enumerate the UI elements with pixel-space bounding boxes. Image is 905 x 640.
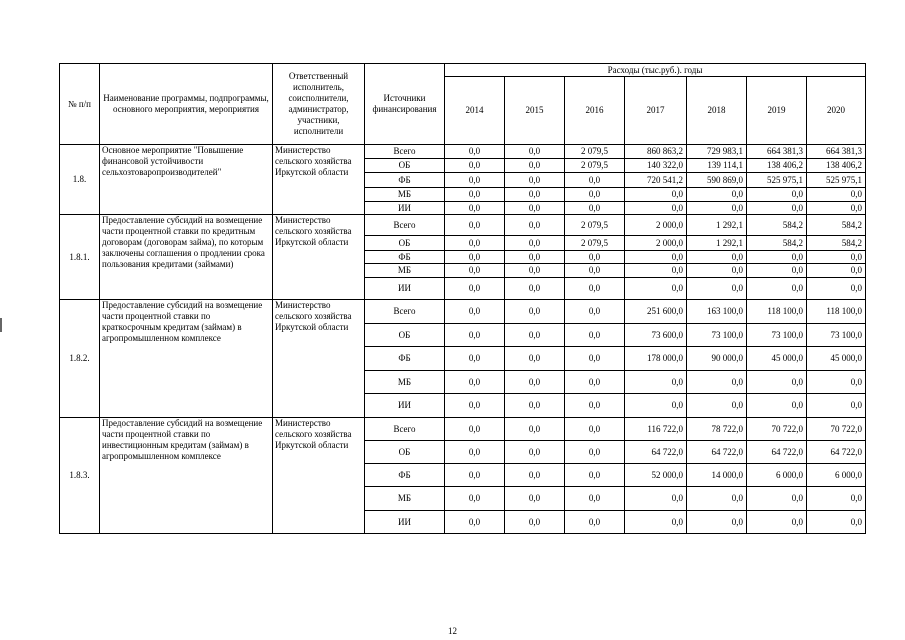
expense-value: 0,0 [807,251,866,264]
expense-value: 2 079,5 [565,145,625,159]
expense-value: 0,0 [445,215,505,236]
funding-source: МБ [365,264,445,278]
expense-value: 0,0 [565,278,625,300]
funding-source: ИИ [365,278,445,300]
program-name: Основное мероприятие "Повышение финансовой устойчивости сельхозтоваропроизводителей" [100,145,273,215]
expense-value: 0,0 [565,487,625,511]
program-name: Предоставление субсидий на возмещение части процентной ставки по инвестиционным кредитам (займам) в агропромышленном комплексе [100,418,273,534]
expense-value: 664 381,3 [747,145,807,159]
header-expenses: Расходы (тыс.руб.). годы [445,64,866,77]
expense-value: 138 406,2 [807,159,866,173]
expense-value: 0,0 [505,188,565,202]
expense-value: 0,0 [565,418,625,441]
expense-value: 0,0 [807,264,866,278]
expense-value: 64 722,0 [687,441,747,464]
header-year: 2015 [505,77,565,145]
expense-value: 0,0 [565,188,625,202]
funding-source: Всего [365,215,445,236]
table-row [60,300,866,324]
expense-value: 2 079,5 [565,215,625,236]
expense-value: 0,0 [445,324,505,347]
program-number: 1.8.1. [60,215,100,300]
expense-value: 64 722,0 [747,441,807,464]
table-body [60,145,866,534]
funding-source: Всего [365,145,445,159]
expense-value: 0,0 [505,251,565,264]
expense-value: 0,0 [505,300,565,324]
expense-value: 525 975,1 [807,173,866,188]
expense-value: 0,0 [445,418,505,441]
expense-value: 52 000,0 [625,464,687,487]
funding-source: ОБ [365,236,445,251]
expense-value: 0,0 [565,347,625,371]
expense-value: 0,0 [445,251,505,264]
header-num: № п/п [60,64,100,145]
funding-source: ОБ [365,159,445,173]
expense-value: 0,0 [625,394,687,418]
expense-value: 0,0 [445,511,505,534]
expense-value: 584,2 [807,215,866,236]
header-responsible: Ответственный исполнитель, соисполнители, администратор, участники, исполнители [273,64,365,145]
expense-value: 0,0 [687,251,747,264]
program-responsible: Министерство сельского хозяйства Иркутской области [273,215,365,300]
expense-value: 0,0 [625,511,687,534]
expense-value: 0,0 [505,487,565,511]
funding-source: ФБ [365,347,445,371]
expense-value: 0,0 [505,347,565,371]
expense-value: 584,2 [747,215,807,236]
expense-value: 0,0 [505,202,565,215]
expense-value: 0,0 [687,511,747,534]
expense-value: 0,0 [445,394,505,418]
expense-value: 0,0 [445,173,505,188]
expense-value: 73 100,0 [747,324,807,347]
funding-source: Всего [365,418,445,441]
funding-source: МБ [365,487,445,511]
expense-value: 0,0 [687,371,747,394]
expense-value: 0,0 [505,145,565,159]
expense-value: 0,0 [505,441,565,464]
expense-value: 0,0 [445,159,505,173]
expense-value: 0,0 [505,418,565,441]
expense-value: 525 975,1 [747,173,807,188]
funding-source: ИИ [365,394,445,418]
expense-value: 0,0 [565,511,625,534]
expense-value: 73 600,0 [625,324,687,347]
expense-value: 0,0 [687,188,747,202]
expense-value: 0,0 [505,324,565,347]
funding-source: МБ [365,188,445,202]
program-responsible: Министерство сельского хозяйства Иркутской области [273,300,365,418]
expense-value: 0,0 [505,511,565,534]
funding-source: ОБ [365,441,445,464]
expense-value: 0,0 [565,441,625,464]
expense-value: 0,0 [807,278,866,300]
expense-value: 1 292,1 [687,236,747,251]
expense-value: 14 000,0 [687,464,747,487]
table-row [60,145,866,159]
table-row [60,418,866,441]
expense-value: 0,0 [807,188,866,202]
expense-value: 860 863,2 [625,145,687,159]
expense-value: 90 000,0 [687,347,747,371]
expense-value: 0,0 [505,394,565,418]
header-year: 2020 [807,77,866,145]
funding-source: ФБ [365,251,445,264]
expense-value: 0,0 [747,278,807,300]
expense-value: 0,0 [505,264,565,278]
expense-value: 0,0 [747,394,807,418]
expense-value: 0,0 [625,487,687,511]
expense-value: 0,0 [747,511,807,534]
expense-value: 0,0 [445,487,505,511]
expense-value: 0,0 [445,236,505,251]
header-sources: Источники финансирования [365,64,445,145]
expense-value: 0,0 [565,371,625,394]
expense-value: 70 722,0 [807,418,866,441]
expense-value: 0,0 [747,202,807,215]
expense-value: 0,0 [445,300,505,324]
expense-value: 0,0 [625,202,687,215]
expense-value: 6 000,0 [747,464,807,487]
expense-value: 0,0 [445,278,505,300]
expense-value: 138 406,2 [747,159,807,173]
program-name: Предоставление субсидий на возмещение части процентной ставки по краткосрочным кредитам (займам) в агропромышленном комплексе [100,300,273,418]
expense-value: 664 381,3 [807,145,866,159]
funding-source: ФБ [365,173,445,188]
expense-value: 0,0 [445,264,505,278]
expense-value: 0,0 [565,264,625,278]
program-name: Предоставление субсидий на возмещение части процентной ставки по кредитным договорам (договорам займа), по которым заключены соглашения о продлении срока пользования кредитами (займами) [100,215,273,300]
expense-value: 0,0 [505,159,565,173]
funding-source: ИИ [365,202,445,215]
expense-value: 0,0 [625,278,687,300]
expense-value: 0,0 [445,202,505,215]
expense-value: 45 000,0 [747,347,807,371]
expense-value: 720 541,2 [625,173,687,188]
expense-value: 0,0 [445,371,505,394]
expense-value: 0,0 [445,464,505,487]
expense-value: 0,0 [445,188,505,202]
expense-value: 584,2 [747,236,807,251]
funding-source: МБ [365,371,445,394]
funding-source: ФБ [365,464,445,487]
funding-source: ОБ [365,324,445,347]
expense-value: 0,0 [445,145,505,159]
expense-value: 0,0 [747,251,807,264]
expense-value: 0,0 [747,188,807,202]
expense-value: 0,0 [565,300,625,324]
program-responsible: Министерство сельского хозяйства Иркутской области [273,418,365,534]
budget-table [59,63,866,534]
funding-source: Всего [365,300,445,324]
expense-value: 73 100,0 [807,324,866,347]
expense-value: 2 079,5 [565,159,625,173]
expense-value: 64 722,0 [807,441,866,464]
expense-value: 590 869,0 [687,173,747,188]
expense-value: 0,0 [625,251,687,264]
expense-value: 178 000,0 [625,347,687,371]
expense-value: 2 000,0 [625,236,687,251]
expense-value: 0,0 [687,264,747,278]
expense-value: 0,0 [565,394,625,418]
expense-value: 2 079,5 [565,236,625,251]
expense-value: 118 100,0 [807,300,866,324]
program-number: 1.8.3. [60,418,100,534]
expense-value: 0,0 [807,511,866,534]
page-number: 12 [448,626,457,636]
expense-value: 0,0 [505,215,565,236]
expense-value: 2 000,0 [625,215,687,236]
expense-value: 729 983,1 [687,145,747,159]
expense-value: 0,0 [505,464,565,487]
expense-value: 140 322,0 [625,159,687,173]
header-year: 2014 [445,77,505,145]
header-year: 2019 [747,77,807,145]
header-year: 2018 [687,77,747,145]
expense-value: 70 722,0 [747,418,807,441]
header-year: 2016 [565,77,625,145]
expense-value: 584,2 [807,236,866,251]
expense-value: 139 114,1 [687,159,747,173]
expense-value: 0,0 [565,464,625,487]
expense-value: 0,0 [565,251,625,264]
expense-value: 0,0 [565,324,625,347]
program-number: 1.8.2. [60,300,100,418]
expense-value: 0,0 [747,487,807,511]
expense-value: 0,0 [565,173,625,188]
expense-value: 0,0 [687,487,747,511]
expense-value: 0,0 [807,487,866,511]
expense-value: 251 600,0 [625,300,687,324]
expense-value: 118 100,0 [747,300,807,324]
program-number: 1.8. [60,145,100,215]
expense-value: 0,0 [747,264,807,278]
expense-value: 0,0 [687,394,747,418]
table-header [60,64,866,145]
expense-value: 0,0 [625,264,687,278]
expense-value: 163 100,0 [687,300,747,324]
expense-value: 0,0 [625,371,687,394]
funding-source: ИИ [365,511,445,534]
expense-value: 0,0 [687,278,747,300]
expense-value: 0,0 [747,371,807,394]
expense-value: 0,0 [807,371,866,394]
expense-value: 45 000,0 [807,347,866,371]
expense-value: 64 722,0 [625,441,687,464]
expense-value: 0,0 [505,371,565,394]
expense-value: 116 722,0 [625,418,687,441]
expense-value: 78 722,0 [687,418,747,441]
expense-value: 0,0 [505,236,565,251]
expense-value: 73 100,0 [687,324,747,347]
program-responsible: Министерство сельского хозяйства Иркутской области [273,145,365,215]
table-row [60,215,866,236]
header-year: 2017 [625,77,687,145]
expense-value: 0,0 [807,394,866,418]
scan-edge-mark [0,318,2,332]
expense-value: 6 000,0 [807,464,866,487]
expense-value: 0,0 [445,441,505,464]
expense-value: 0,0 [505,278,565,300]
header-name: Наименование программы, подпрограммы, основного мероприятия, мероприятия [100,64,273,145]
expense-value: 0,0 [565,202,625,215]
expense-value: 0,0 [625,188,687,202]
expense-value: 0,0 [505,173,565,188]
expense-value: 0,0 [807,202,866,215]
expense-value: 1 292,1 [687,215,747,236]
expense-value: 0,0 [445,347,505,371]
expense-value: 0,0 [687,202,747,215]
